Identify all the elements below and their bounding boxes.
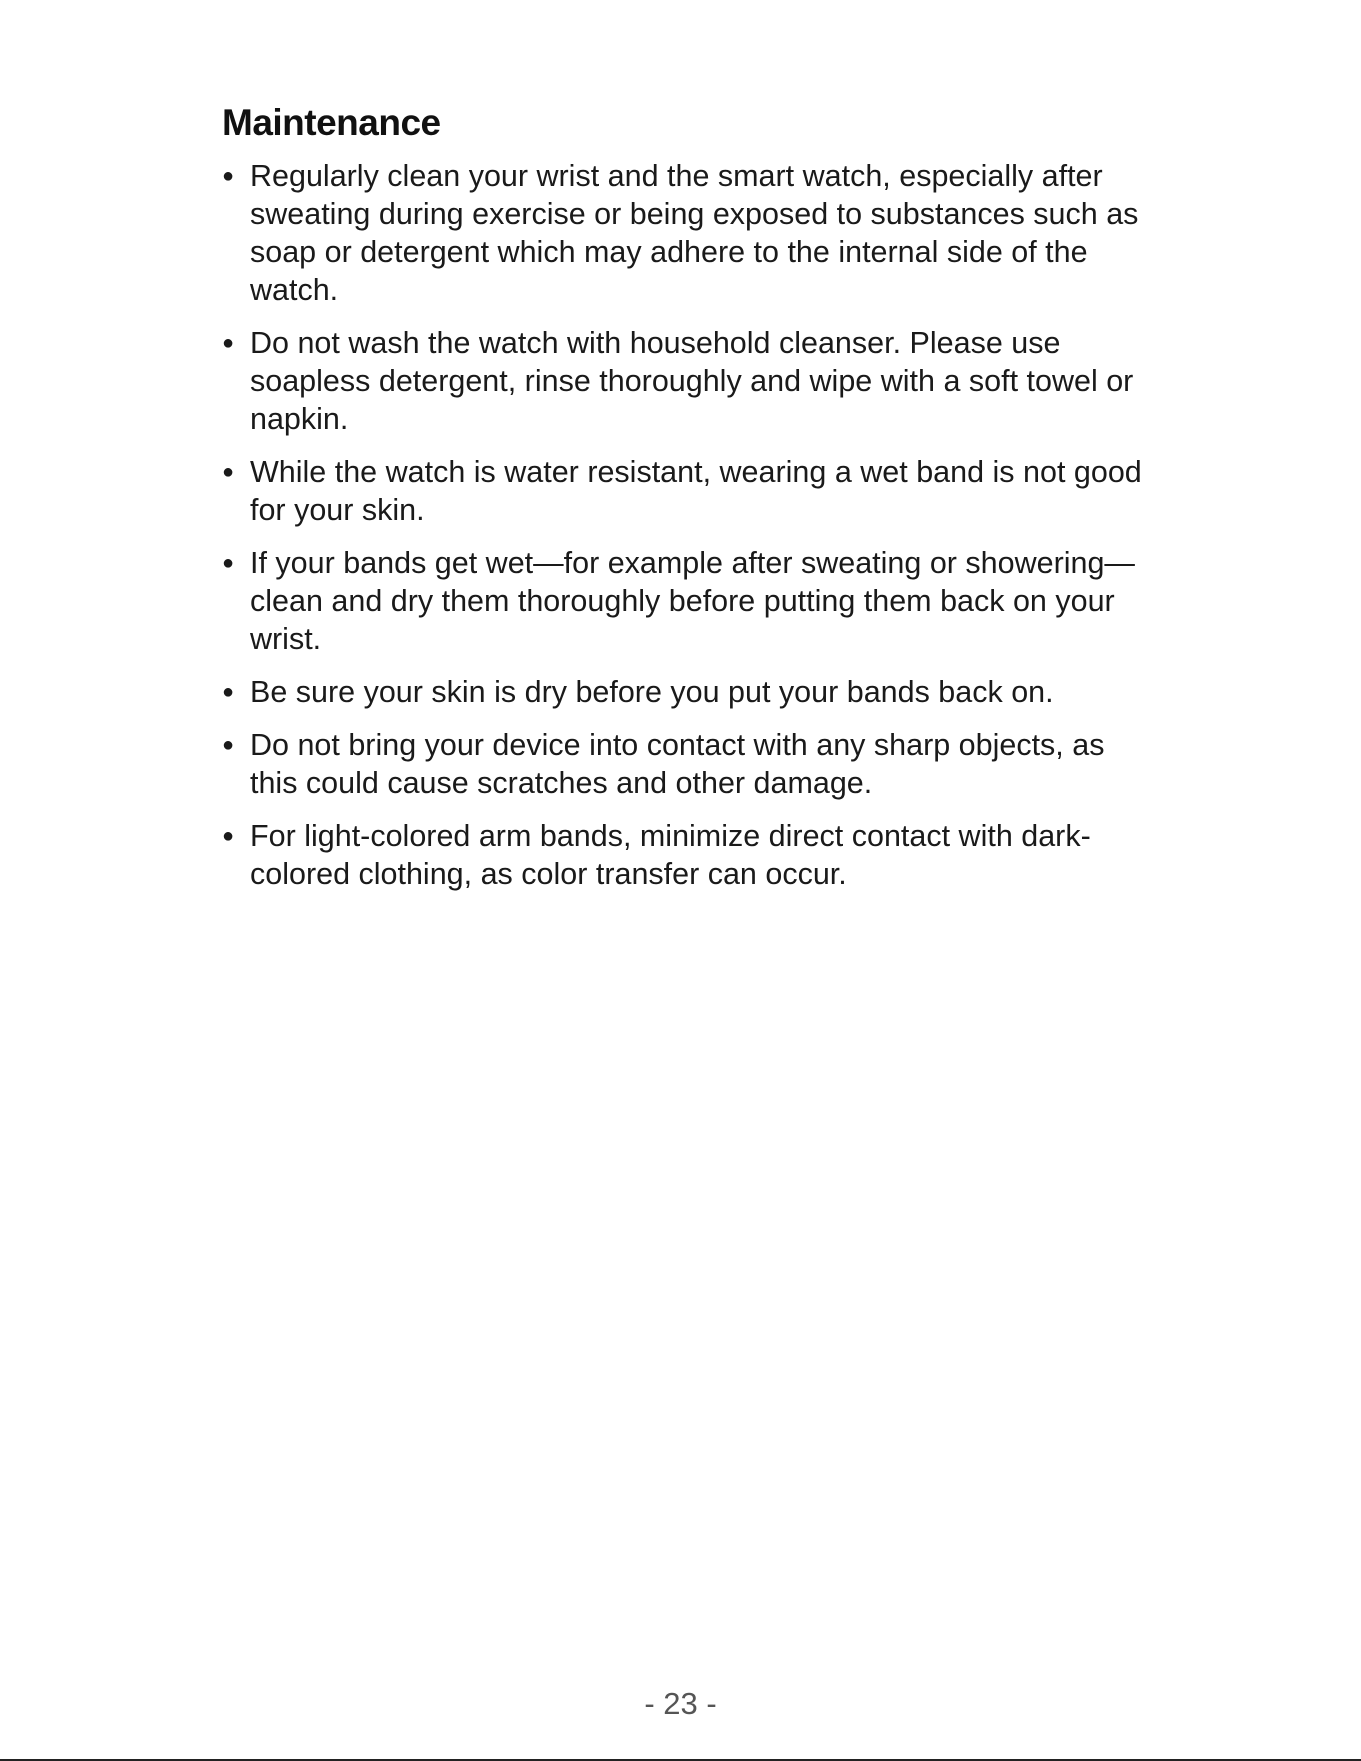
bullet-icon: ● xyxy=(222,681,235,703)
list-item-text: Do not bring your device into contact with any sharp objects, as this could cause scratches and other damage. xyxy=(250,728,1105,800)
bullet-icon: ● xyxy=(222,461,235,483)
list-item xyxy=(222,817,1142,893)
list-item-text: While the watch is water resistant, wearing a wet band is not good for your skin. xyxy=(250,455,1142,527)
maintenance-list xyxy=(222,157,1142,908)
bullet-icon: ● xyxy=(222,734,235,756)
bullet-icon: ● xyxy=(222,332,235,354)
bullet-icon: ● xyxy=(222,552,235,574)
list-item xyxy=(222,726,1142,802)
list-item xyxy=(222,673,1142,711)
page-number: - 23 - xyxy=(644,1686,717,1721)
list-item-text: Regularly clean your wrist and the smart watch, especially after sweating during exercise or being exposed to substances such as soap or detergent which may adhere to the internal side of the watch. xyxy=(250,159,1139,307)
bullet-icon: ● xyxy=(222,165,235,187)
section-heading: Maintenance xyxy=(222,102,441,143)
list-item-text: Be sure your skin is dry before you put your bands back on. xyxy=(250,675,1054,709)
list-item xyxy=(222,324,1142,438)
list-item xyxy=(222,453,1142,529)
list-item xyxy=(222,157,1142,309)
list-item-text: For light-colored arm bands, minimize direct contact with dark-colored clothing, as color transfer can occur. xyxy=(250,819,1091,891)
list-item xyxy=(222,544,1142,658)
list-item-text: Do not wash the watch with household cleanser. Please use soapless detergent, rinse thoroughly and wipe with a soft towel or napkin. xyxy=(250,326,1134,436)
bullet-icon: ● xyxy=(222,825,235,847)
list-item-text: If your bands get wet—for example after sweating or showering—clean and dry them thoroughly before putting them back on your wrist. xyxy=(250,546,1135,656)
